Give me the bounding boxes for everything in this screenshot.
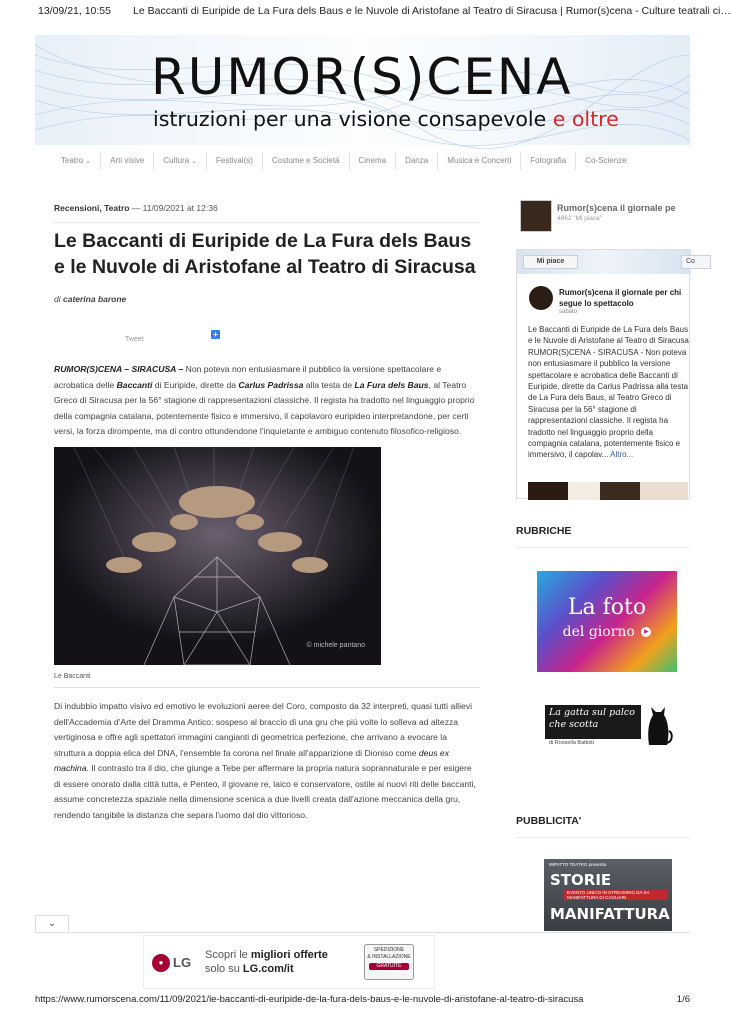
badge-line: GRATUITE — [369, 963, 409, 970]
article-date: — 11/09/2021 at 12:36 — [129, 203, 218, 213]
nav-label: Teatro — [61, 156, 84, 165]
divider — [54, 687, 480, 688]
gatta-subtitle: di Rossella Battisti — [549, 740, 594, 746]
para-emphasis: Carlus Padrissa — [238, 379, 304, 390]
nav-item-co-scienze[interactable] — [576, 152, 635, 170]
facebook-post-time[interactable]: sabato — [559, 309, 578, 315]
foto-del-giorno-banner[interactable] — [537, 571, 677, 672]
facebook-post-text — [528, 324, 692, 461]
section-heading-rubriche: RUBRICHE — [516, 525, 572, 537]
para-emphasis: La Fura dels Baus — [354, 379, 429, 390]
facebook-page-name[interactable]: Rumor(s)cena il giornale pe — [557, 203, 676, 213]
lg-text-part: solo su — [205, 963, 243, 975]
byline-prefix: di — [54, 294, 63, 304]
print-url: https://www.rumorscena.com/11/09/2021/le-baccanti-di-euripide-de-la-fura-dels-baus-e-le-nuvole-di-aristofane-al-teatro-di-siracusa — [35, 994, 584, 1005]
site-tagline — [153, 107, 619, 131]
site-banner[interactable] — [35, 35, 690, 145]
print-datetime: 13/09/21, 10:55 — [38, 5, 111, 17]
main-nav — [52, 152, 636, 174]
photo-scene — [54, 447, 381, 665]
facebook-widget — [516, 249, 695, 499]
facebook-post-body: Le Baccanti di Euripide de La Fura dels Baus e le Nuvole di Aristofane al Teatro di Siracusa RUMOR(S)CENA - SIRACUSA - Non poteva non entusiasmare il pubblico la versione spettacolare e acrobatica delle Baccanti di Euripide, dirette da Carlus Padrissa alla testa de La Fura dels Baus, al Teatro Greco di Siracusa per la 56° stagione di rappresentazioni classiche. Il regista ha tradotto nel linguaggio proprio della compagnia catalana, potentemente fisico e immersivo, il capolav... — [528, 325, 689, 460]
category-link-teatro[interactable]: Teatro — [104, 203, 130, 213]
divider — [516, 547, 690, 548]
nav-label: Co-Scienze — [585, 156, 627, 165]
facebook-like-button[interactable]: Mi piace — [523, 255, 578, 269]
para-text: alla testa de — [303, 379, 355, 390]
facebook-page-thumbnail[interactable] — [520, 200, 552, 232]
gatta-title: La gatta sul palco che scotta — [545, 705, 641, 739]
divider — [516, 837, 690, 838]
lg-bottom-ad[interactable] — [143, 935, 435, 989]
site-logo[interactable]: RUMOR(S)CENA — [151, 48, 573, 106]
para-emphasis: Baccanti — [116, 379, 153, 390]
photo-caption: Le Baccanti — [54, 673, 91, 680]
nav-label: Fotografia — [530, 156, 567, 165]
nav-item-danza[interactable] — [396, 152, 438, 170]
foto-line2-row — [537, 624, 677, 640]
article-photo[interactable] — [54, 447, 381, 665]
nav-label: Costume e Società — [271, 156, 340, 165]
share-plus-icon[interactable]: + — [211, 330, 220, 339]
facebook-likes-count: 4862 "Mi piace" — [557, 215, 603, 222]
section-heading-pubblicita: PUBBLICITA' — [516, 815, 582, 827]
print-header — [0, 0, 731, 22]
para-emphasis: deus ex machina — [54, 747, 450, 773]
facebook-page-header[interactable] — [520, 200, 690, 234]
nav-item-costume-societa[interactable] — [263, 152, 350, 170]
tweet-button[interactable]: Tweet — [125, 336, 144, 343]
lg-shipping-badge — [364, 944, 414, 980]
foto-line1: La foto — [567, 595, 647, 620]
facebook-post-page-name[interactable]: Rumor(s)cena il giornale per chi segue lo spettacolo — [559, 288, 682, 308]
print-page-title: Le Baccanti di Euripide de La Fura dels Baus e le Nuvole di Aristofane al Teatro di Siracusa | Rumor(s)cena - Culture teatrali ci… — [133, 5, 731, 17]
chevron-down-icon: ⌄ — [191, 158, 198, 165]
nav-item-musica-concerti[interactable] — [438, 152, 521, 170]
nav-label: Arti visive — [110, 156, 145, 165]
para-text: Di indubbio impatto visivo ed emotivo le evoluzioni aeree del Coro, composto da 32 interpreti, quasi tutti allievi dell'Accademia d'Arte del Dramma Antico: sospeso al braccio di una gru che più volte lo solleva ad altezza vertiginosa e offre agli spettatori immagini cangianti di geometrica perfezione, che arrivano a evocare la struttura a doppia elica del DNA, l'ensemble fa corona nel finale all'apparizione di Dioniso come — [54, 701, 472, 758]
category-separator: , — [99, 203, 105, 213]
avatar[interactable] — [529, 286, 553, 310]
photo-credit: © michele pantano — [306, 642, 365, 649]
category-link-recensioni[interactable]: Recensioni — [54, 203, 100, 213]
nav-item-festivals[interactable] — [207, 152, 263, 170]
lg-text-strong: LG.com/it — [242, 963, 294, 975]
ad-strip: EVENTO UNICO IN STREAMING DA SA MANIFATTURA DI CAGLIARI — [564, 890, 668, 900]
chevron-down-icon: ⌄ — [85, 158, 92, 165]
para-text: Non poteva non entusiasmare il pubblico la versione spettacolare e acrobatica delle — [54, 364, 442, 390]
facebook-more-link[interactable]: Altro... — [608, 450, 634, 460]
ad-title-1: STORIE — [550, 871, 612, 889]
author-link[interactable]: caterina barone — [62, 294, 127, 304]
article-paragraph-1 — [54, 362, 480, 440]
foto-line2: del giorno — [562, 624, 635, 640]
nav-item-cinema[interactable] — [350, 152, 397, 170]
nav-item-arti-visive[interactable] — [101, 152, 154, 170]
print-footer — [35, 994, 690, 1005]
ad-presenter: IMPATTO TEATRO presenta — [549, 862, 607, 867]
print-page-number: 1/6 — [676, 994, 690, 1005]
facebook-share-button[interactable]: Co — [681, 255, 711, 269]
divider — [35, 932, 690, 933]
article-paragraph-2 — [54, 699, 480, 823]
byline — [54, 294, 126, 304]
nav-label: Festival(s) — [216, 156, 253, 165]
divider — [54, 222, 480, 223]
para-text: . Il contrasto tra il dio, che giunge a Tebe per affermare la propria natura soprannaturale e per esigere di essere onorato dalla città tutta, e Penteo, il giovane re, laico e conservatore, ostile ai nuovi riti delle baccanti, assume concretezza spaziale nella dimensione scenica a due livelli creata dall'azione meccanica della gru, rendendo tangibile la distanza che separa l'uomo dal dio vittorioso. — [54, 763, 476, 820]
nav-item-fotografia[interactable] — [521, 152, 576, 170]
nav-label: Danza — [405, 156, 429, 165]
lg-text-part: Scopri le — [205, 949, 251, 961]
badge-line: SPEDIZIONE — [373, 947, 405, 953]
nav-label: Cinema — [358, 156, 387, 165]
facebook-post-image[interactable] — [528, 482, 688, 500]
play-icon: ▶ — [641, 627, 651, 637]
tagline-main: istruzioni per una visione consapevole — [153, 107, 553, 131]
lg-text-strong: migliori offerte — [250, 949, 328, 961]
ad-collapse-button[interactable]: ⌄ — [35, 915, 69, 933]
lg-brand: LG — [173, 955, 192, 970]
ad-title-2: MANIFATTURA — [550, 905, 670, 923]
sidebar-ad-storie-manifattura[interactable] — [544, 859, 672, 931]
para-text: , al Teatro Greco di Siracusa per la 56° stagione di rappresentazioni classiche. Il regista ha tradotto nel linguaggio proprio della compagnia catalana, potentemente fisico e immersivo, il capolavoro euripideo interpretandone, per certi versi, la forza dirompente, ma di contro ottundendone l'inquietante e ambiguo contenuto filosofico-religioso. — [54, 379, 475, 436]
badge-line: & INSTALLAZIONE — [367, 954, 411, 960]
nav-label: Cultura — [163, 156, 190, 165]
nav-item-cultura[interactable] — [154, 152, 207, 170]
article-title: Le Baccanti di Euripide de La Fura dels Baus e le Nuvole di Aristofane al Teatro di Siracusa — [54, 230, 476, 278]
gatta-banner[interactable] — [537, 702, 677, 750]
cat-icon — [643, 705, 673, 747]
para-lead: RUMOR(S)CENA – SIRACUSA – — [54, 364, 184, 374]
nav-label: Musica e Concerti — [447, 156, 512, 165]
article-meta — [54, 203, 218, 213]
lg-ad-text — [205, 948, 328, 976]
para-text: di Euripide, dirette da — [152, 379, 239, 390]
lg-logo-icon: ● — [152, 954, 170, 972]
nav-item-teatro[interactable] — [52, 152, 101, 170]
tagline-accent: e oltre — [552, 107, 619, 131]
